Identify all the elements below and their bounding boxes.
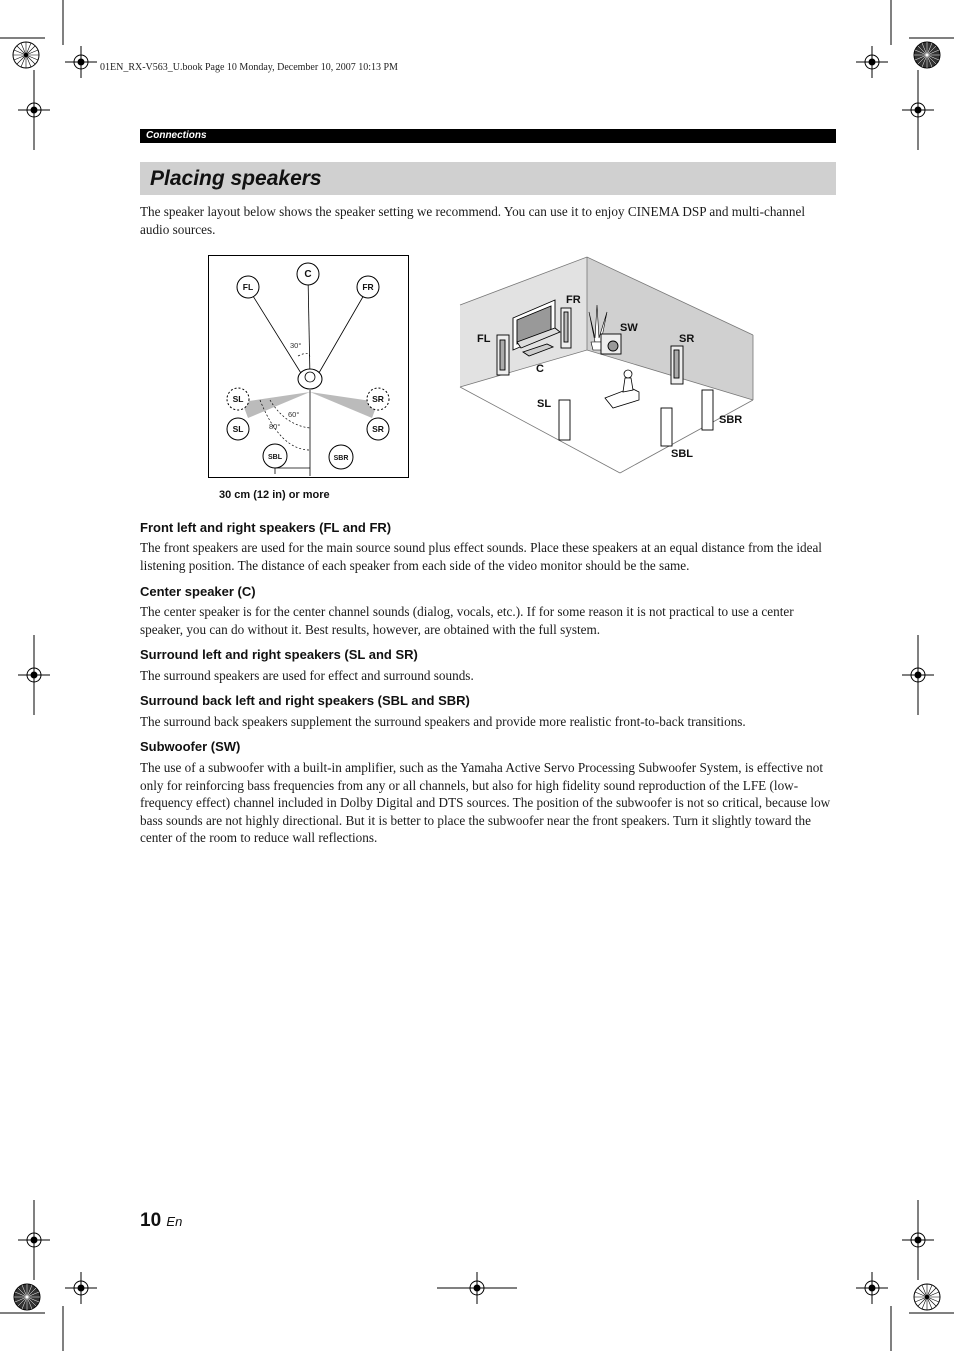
page-number: [140, 1210, 182, 1232]
text-center-speaker: The center speaker is for the center channel sounds (dialog, vocals, etc.). If for some reason it is not practical to use a center speaker, you can do without it. Best results, however, are obtained with the full system.: [140, 604, 794, 637]
label-sl-lower: SL: [232, 424, 244, 434]
label-sl-upper: SL: [232, 394, 244, 404]
speaker-sbl-icon: [661, 408, 672, 446]
room-label-sbl: SBL: [671, 448, 693, 460]
room-label-fl: FL: [477, 333, 491, 345]
listener-icon: [298, 369, 322, 389]
heading-surround-speakers: Surround left and right speakers (SL and SR): [140, 647, 418, 662]
room-label-fr: FR: [566, 294, 581, 306]
heading-front-speakers: Front left and right speakers (FL and FR): [140, 520, 392, 535]
text-surround-back-speakers: The surround back speakers supplement the surround speakers and provide more realistic front-to-back transitions.: [140, 714, 746, 729]
page-title: Placing speakers: [150, 167, 322, 190]
section-bar: [140, 129, 836, 143]
page-number-value: 10: [140, 1210, 162, 1231]
angle-80-label: 80°: [269, 422, 281, 431]
label-sbl: SBL: [268, 454, 282, 461]
angle-60-label: 60°: [288, 410, 300, 419]
text-subwoofer: The use of a subwoofer with a built-in amplifier, such as the Yamaha Active Servo Processing Subwoofer System, is effective not only for reinforcing bass frequencies from any or all channels, but also for high fidelity sound reproduction of the LFE (low-frequency effect) channel included in Dolby Digital and DTS sources. The position of the subwoofer is not so critical, because low bass sounds are not highly directional. But it is better to place the subwoofer near the front speakers. Turn it slightly toward the center of the room to reduce wall reflections.: [140, 760, 831, 846]
label-sr-upper: SR: [372, 394, 384, 404]
speaker-topview-diagram: [200, 250, 420, 515]
room-label-c: C: [536, 363, 544, 375]
intro-paragraph: The speaker layout below shows the speaker setting we recommend. You can use it to enjoy CINEMA DSP and multi-channel audio sources.: [140, 204, 805, 237]
speaker-sr-icon: [671, 346, 683, 384]
print-header: 01EN_RX-V563_U.book Page 10 Monday, December 10, 2007 10:13 PM: [100, 62, 398, 73]
title-box: [140, 162, 836, 195]
page-language: En: [166, 1214, 183, 1229]
speaker-sbr-icon: [702, 390, 713, 430]
room-label-sr: SR: [679, 333, 695, 345]
heading-center-speaker: Center speaker (C): [140, 584, 256, 599]
label-fl: FL: [242, 282, 254, 292]
label-fr: FR: [362, 282, 374, 292]
heading-subwoofer: Subwoofer (SW): [140, 739, 241, 754]
speaker-fl-icon: [497, 335, 509, 375]
speaker-sl-icon: [559, 400, 570, 440]
room-perspective-diagram: [455, 250, 760, 482]
label-sbr: SBR: [333, 455, 349, 462]
angle-30-label: 30°: [290, 341, 302, 350]
heading-surround-back-speakers: Surround back left and right speakers (SBL and SBR): [140, 693, 470, 708]
text-surround-speakers: The surround speakers are used for effect and surround sounds.: [140, 668, 474, 683]
label-sr-lower: SR: [372, 424, 384, 434]
speaker-fr-icon: [561, 308, 571, 348]
room-label-sl: SL: [537, 398, 552, 410]
room-label-sw: SW: [620, 322, 638, 334]
distance-caption: 30 cm (12 in) or more: [219, 489, 330, 501]
room-label-sbr: SBR: [719, 414, 743, 426]
text-front-speakers: The front speakers are used for the main source sound plus effect sounds. Place these speakers at an equal distance from the ideal listening position. The distance of each speaker from each side of the video monitor should be the same.: [140, 540, 822, 573]
subwoofer-icon: [601, 334, 621, 354]
section-label: Connections: [146, 130, 207, 141]
label-c: C: [304, 269, 312, 280]
